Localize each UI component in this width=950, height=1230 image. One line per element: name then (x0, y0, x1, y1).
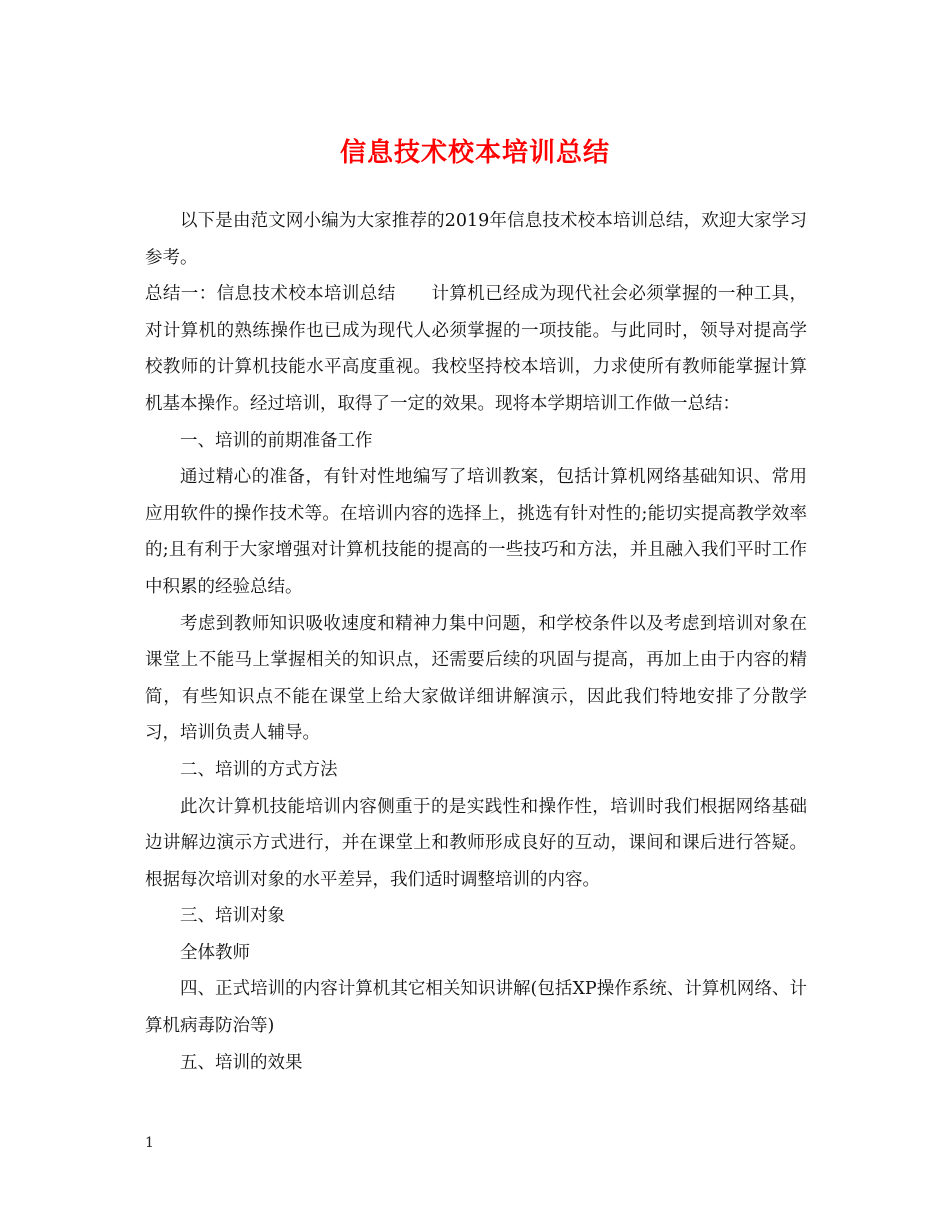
summary-paragraph: 总结一：信息技术校本培训总结 计算机已经成为现代社会必须掌握的一种工具，对计算机的熟练操作也已成为现代人必须掌握的一项技能。与此同时，领导对提高学校教师的计算机技能水平高度重视。我校坚持校本培训，力求使所有教师能掌握计算机基本操作。经过培训，取得了一定的效果。现将本学期培训工作做一总结： (145, 284, 807, 414)
document-body (145, 203, 807, 1081)
section-heading-audience: 三、培训对象 (180, 906, 285, 927)
document-title: 信息技术校本培训总结 (339, 138, 610, 168)
audience-paragraph: 全体教师 (180, 942, 250, 963)
methods-paragraph: 此次计算机技能培训内容侧重于的是实践性和操作性，培训时我们根据网络基础边讲解边演示方式进行，并在课堂上和教师形成良好的互动，课间和课后进行答疑。根据每次培训对象的水平差异，我们适时调整培训的内容。 (145, 796, 807, 890)
intro-paragraph: 以下是由范文网小编为大家推荐的2019年信息技术校本培训总结，欢迎大家学习参考。 (145, 211, 807, 268)
section-heading-content: 四、正式培训的内容计算机其它相关知识讲解(包括XP操作系统、计算机网络、计算机病毒防治等) (145, 979, 807, 1037)
section-heading-results: 五、培训的效果 (180, 1052, 303, 1073)
section-heading-methods: 二、培训的方式方法 (180, 759, 338, 780)
section-heading-preparation: 一、培训的前期准备工作 (180, 430, 373, 451)
preparation-paragraph: 通过精心的准备，有针对性地编写了培训教案，包括计算机网络基础知识、常用应用软件的操作技术等。在培训内容的选择上，挑选有针对性的;能切实提高教学效率的;且有利于大家增强对计算机技能的提高的一些技巧和方法，并且融入我们平时工作中积累的经验总结。 (145, 467, 807, 597)
learning-paragraph: 考虑到教师知识吸收速度和精神力集中问题，和学校条件以及考虑到培训对象在课堂上不能马上掌握相关的知识点，还需要后续的巩固与提高，再加上由于内容的精简，有些知识点不能在课堂上给大家做详细讲解演示，因此我们特地安排了分散学习，培训负责人辅导。 (145, 613, 807, 744)
page-number: 1 (145, 1135, 154, 1151)
